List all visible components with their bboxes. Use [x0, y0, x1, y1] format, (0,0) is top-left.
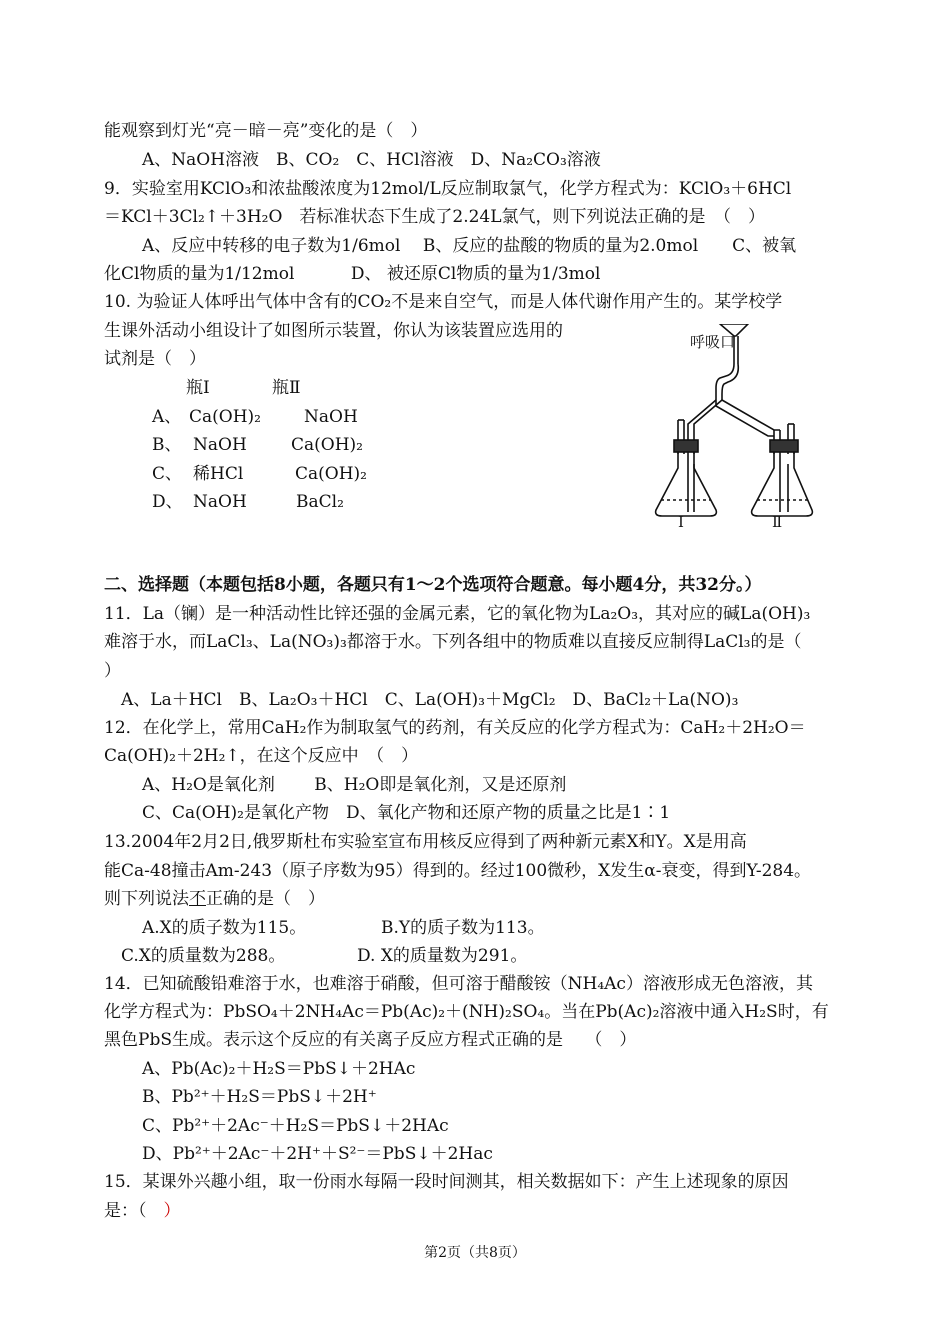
q9-line1: 9．实验室用KClO₃和浓盐酸浓度为12mol/L反应制取氯气，化学方程式为：KClO₃＋6HCl — [104, 179, 792, 199]
q13-line3-post: 正确的是（ ） — [206, 889, 325, 909]
q15-answer-bracket: ） — [146, 1201, 181, 1221]
q13-line2: 能Ca-48撞击Am-243（原子序数为95）得到的。经过100微秒，X发生α-衰变，得到Y-284。 — [104, 861, 812, 881]
q10-line3: 试剂是（ ） — [104, 349, 206, 369]
q15-line2-pre: 是：（ — [104, 1201, 147, 1221]
q10-opt-b-b1: NaOH — [193, 435, 247, 455]
q10-opt-d-b2: BaCl₂ — [296, 492, 344, 512]
q10-opt-a-b2: NaOH — [304, 407, 358, 427]
q10-col-head-1: 瓶Ⅰ — [186, 378, 210, 398]
breathing-apparatus-figure — [648, 324, 848, 534]
q13-line3-pre: 则下列说法 — [104, 889, 189, 909]
q10-col-head-2: 瓶Ⅱ — [272, 378, 301, 398]
q14-opt-c: C、Pb²⁺＋2Ac⁻＋H₂S＝PbS↓＋2HAc — [142, 1116, 449, 1136]
q13-opt-d: D. X的质量数为291。 — [357, 946, 528, 966]
figure-mouth-label: 呼吸口 — [690, 333, 736, 351]
q14-line3: 黑色PbS生成。表示这个反应的有关离子反应方程式正确的是 （ ） — [104, 1030, 637, 1050]
q12-options-ab: A、H₂O是氧化剂 B、H₂O即是氧化剂，又是还原剂 — [142, 775, 567, 795]
q12-line2: Ca(OH)₂＋2H₂↑，在这个反应中 （ ） — [104, 746, 419, 766]
q10-opt-c-label: C、 — [152, 464, 183, 484]
q15-line1: 15．某课外兴趣小组，取一份雨水每隔一段时间测其，相关数据如下：产生上述现象的原因 — [104, 1172, 789, 1192]
q10-opt-b-b2: Ca(OH)₂ — [291, 435, 363, 455]
q15-line2 — [104, 1200, 181, 1222]
q14-line2: 化学方程式为：PbSO₄＋2NH₄Ac＝Pb(Ac)₂＋(NH)₂SO₄。当在Pb(Ac)₂溶液中通入H₂S时，有 — [104, 1002, 829, 1022]
q13-line1: 13.2004年2月2日,俄罗斯杜布实验室宣布用核反应得到了两种新元素X和Y。X是用高 — [104, 832, 747, 852]
q10-opt-a-label: A、 — [152, 407, 182, 427]
page-footer: 第2页（共8页） — [424, 1245, 526, 1261]
q11-line1: 11．La（镧）是一种活动性比锌还强的金属元素，它的氧化物为La₂O₃，其对应的碱La(OH)₃ — [104, 604, 811, 624]
q11-line2: 难溶于水，而LaCl₃、La(NO₃)₃都溶于水。下列各组中的物质难以直接反应制得LaCl₃的是（ — [104, 632, 802, 652]
q14-opt-d: D、Pb²⁺＋2Ac⁻＋2H⁺＋S²⁻＝PbS↓＋2Hac — [142, 1144, 493, 1164]
q12-line1: 12．在化学上，常用CaH₂作为制取氢气的药剂，有关反应的化学方程式为：CaH₂＋2H₂O＝ — [104, 718, 806, 738]
q14-opt-a: A、Pb(Ac)₂＋H₂S＝PbS↓＋2HAc — [142, 1059, 416, 1079]
figure-flask2-label: Ⅱ — [772, 513, 783, 531]
q9-line3: A、反应中转移的电子数为1/6mol B、反应的盐酸的物质的量为2.0mol C、被氧 — [142, 236, 797, 256]
q8-options: A、NaOH溶液 B、CO₂ C、HCl溶液 D、Na₂CO₃溶液 — [142, 150, 601, 170]
q10-opt-c-b1: 稀HCl — [193, 464, 244, 484]
figure-flask1-label: Ⅰ — [678, 513, 684, 531]
q12-options-cd: C、Ca(OH)₂是氧化产物 D、氧化产物和还原产物的质量之比是1∶1 — [142, 803, 671, 823]
section2-title: 二、选择题（本题包括8小题，各题只有1～2个选项符合题意。每小题4分，共32分。） — [104, 575, 762, 595]
q8-stem: 能观察到灯光“亮－暗－亮”变化的是（ ） — [104, 121, 428, 141]
q10-opt-d-b1: NaOH — [193, 492, 247, 512]
q10-opt-d-label: D、 — [152, 492, 183, 512]
q11-line3: ） — [104, 661, 121, 681]
q10-opt-c-b2: Ca(OH)₂ — [295, 464, 367, 484]
q14-opt-b: B、Pb²⁺＋H₂S＝PbS↓＋2H⁺ — [142, 1087, 377, 1107]
q13-opt-b: B.Y的质子数为113。 — [381, 918, 545, 938]
q14-line1: 14．已知硫酸铅难溶于水，也难溶于硝酸，但可溶于醋酸铵（NH₄Ac）溶液形成无色溶液，其 — [104, 974, 813, 994]
q13-line3 — [104, 888, 325, 910]
q13-underlined-not: 不 — [189, 889, 206, 909]
q10-line2: 生课外活动小组设计了如图所示装置，你认为该装置应选用的 — [104, 321, 563, 341]
q10-opt-a-b1: Ca(OH)₂ — [189, 407, 261, 427]
q10-line1: 10. 为验证人体呼出气体中含有的CO₂不是来自空气，而是人体代谢作用产生的。某学校学 — [104, 292, 783, 312]
q13-opt-c: C.X的质量数为288。 — [121, 946, 286, 966]
q9-line4: 化Cl物质的量为1/12mol D、 被还原Cl物质的量为1/3mol — [104, 264, 601, 284]
q11-options: A、La＋HCl B、La₂O₃＋HCl C、La(OH)₃＋MgCl₂ D、BaCl₂＋La(NO)₃ — [121, 690, 739, 710]
q13-opt-a: A.X的质子数为115。 — [142, 918, 307, 938]
q10-opt-b-label: B、 — [152, 435, 182, 455]
q9-line2: ＝KCl＋3Cl₂↑＋3H₂O 若标准状态下生成了2.24L氯气，则下列说法正确的是 （ ） — [104, 207, 766, 227]
